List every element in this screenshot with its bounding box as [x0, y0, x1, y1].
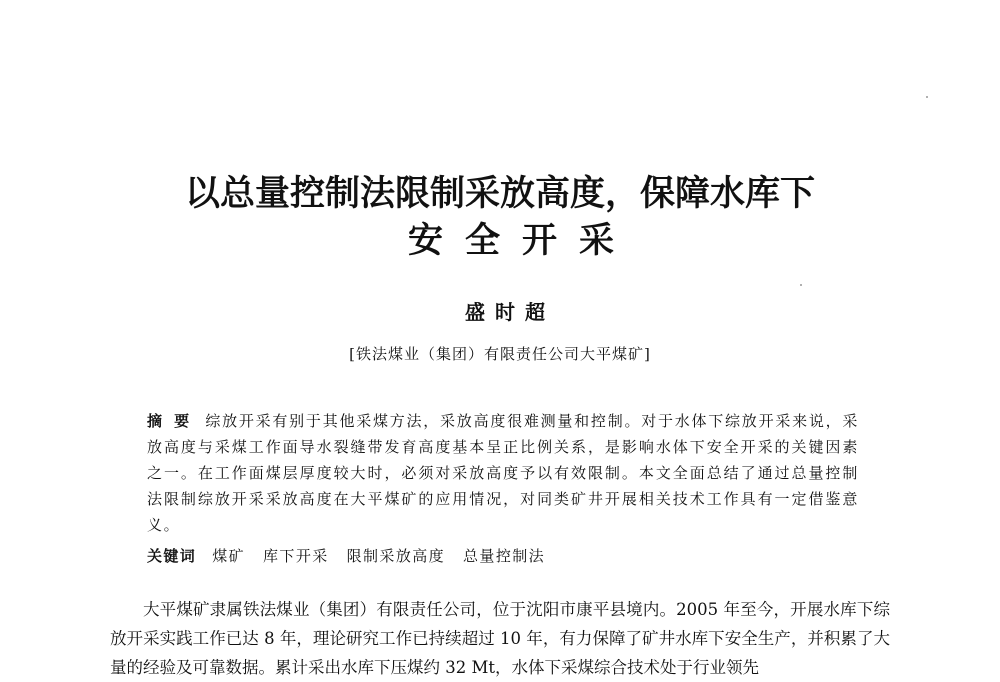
keyword-item: 库下开采: [263, 547, 329, 565]
keywords: [147, 544, 859, 568]
abstract-label: 摘要: [147, 412, 202, 430]
paper-title-line-2: 安全开采: [407, 221, 636, 261]
keyword-item: 煤矿: [212, 547, 246, 565]
keyword-item: 限制采放高度: [346, 547, 446, 565]
body-paragraph: 大平煤矿隶属铁法煤业（集团）有限责任公司，位于沈阳市康平县境内。2005 年至今，开展水库下综放开采实践工作已达 8 年，理论研究工作已持续超过 10 年，有力保障了矿井水库下安全生产，并积累了大量的经验及可靠数据。累计采出水库下压煤约 32 Mt，水体下采煤综合技术处于行业领先: [110, 600, 890, 677]
author-name: 盛时超: [465, 300, 555, 324]
scan-speck: [926, 96, 928, 98]
keyword-item: 总量控制法: [463, 547, 546, 565]
abstract: [147, 408, 859, 538]
author-affiliation: [铁法煤业（集团）有限责任公司大平煤矿]: [349, 345, 651, 363]
paper-title-line-1: 以总量控制法限制采放高度，保障水库下: [184, 174, 815, 214]
abstract-text: 综放开采有别于其他采煤方法，采放高度很难测量和控制。对于水体下综放开采来说，采放高度与采煤工作面导水裂缝带发育高度基本呈正比例关系，是影响水体下安全开采的关键因素之一。在工作面煤层厚度较大时，必须对采放高度予以有效限制。本文全面总结了通过总量控制法限制综放开采采放高度在大平煤矿的应用情况，对同类矿井开展相关技术工作具有一定借鉴意义。: [147, 412, 859, 534]
scan-speck: [800, 284, 802, 286]
keywords-label: 关键词: [147, 547, 197, 565]
